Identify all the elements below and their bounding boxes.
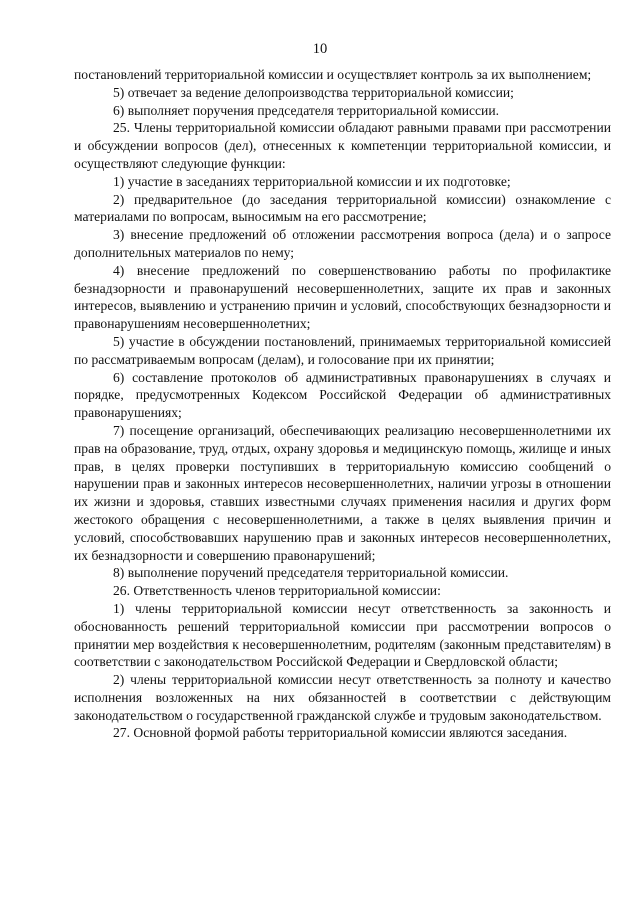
document-body <box>74 66 611 742</box>
paragraph-item-5: 5) отвечает за ведение делопроизводства территориальной комиссии; <box>113 84 514 100</box>
page-number: 10 <box>312 41 328 57</box>
paragraph-responsibility-2: 2) члены территориальной комиссии несут ответственность за полноту и качество исполнения возложенных на них обязанностей в соответствии с действующим законодательством о государственной гражданской службе и трудовым законодательством. <box>74 672 611 723</box>
paragraph-responsibility-1: 1) члены территориальной комиссии несут ответственность за законность и обоснованность решений территориальной комиссии при рассмотрении вопросов о принятии мер воздействия к несовершеннолетним, родителям (законным представителям) в соответствии с законодательством Российской Федерации и Свердловской области; <box>74 600 611 670</box>
paragraph-function-4: 4) внесение предложений по совершенствованию работы по профилактике безнадзорности и правонарушений несовершеннолетних, защите их прав и законных интересов, выявлению и устранению причин и условий, способствующих безнадзорности и правонарушениям несовершеннолетних; <box>74 262 611 332</box>
paragraph-continuation: постановлений территориальной комиссии и осуществляет контроль за их выполнением; <box>74 67 592 82</box>
paragraph-function-2: 2) предварительное (до заседания территориальной комиссии) ознакомление с материалами по вопросам, выносимым на его рассмотрение; <box>74 191 611 225</box>
paragraph-function-1: 1) участие в заседаниях территориальной комиссии и их подготовке; <box>113 173 511 189</box>
paragraph-function-3: 3) внесение предложений об отложении рассмотрения вопроса (дела) и о запросе дополнительных материалов по нему; <box>74 227 611 260</box>
paragraph-function-7: 7) посещение организаций, обеспечивающих реализацию несовершеннолетними их прав на образование, труд, отдых, охрану здоровья и медицинскую помощь, жилище и иных прав, в целях проверки поступивших в территориальную комиссию сообщений о нарушении прав и законных интересов несовершеннолетних, наличии угрозы в отношении их жизни и здоровья, ставших известными случаях применения насилия и других форм жестокого обращения с несовершеннолетними, а также в целях выявления причин и условий, способствовавших нарушению прав и законных интересов несовершеннолетних, их безнадзорности и совершению правонарушений; <box>74 422 611 563</box>
paragraph-section-25: 25. Члены территориальной комиссии обладают равными правами при рассмотрении и обсуждении вопросов (дел), отнесенных к компетенции территориальной комиссии, и осуществляют следующие функции: <box>74 120 611 171</box>
paragraph-function-8: 8) выполнение поручений председателя территориальной комиссии. <box>113 565 509 581</box>
paragraph-function-5: 5) участие в обсуждении постановлений, принимаемых территориальной комиссией по рассматриваемым вопросам (делам), и голосование при их принятии; <box>74 333 611 367</box>
paragraph-item-6: 6) выполняет поручения председателя территориальной комиссии. <box>113 102 500 118</box>
paragraph-function-6: 6) составление протоколов об административных правонарушениях в случаях и порядке, предусмотренных Кодексом Российской Федерации об административных правонарушениях; <box>74 369 611 421</box>
paragraph-section-26: 26. Ответственность членов территориальной комиссии: <box>113 583 441 599</box>
paragraph-section-27: 27. Основной формой работы территориальной комиссии являются заседания. <box>113 725 568 741</box>
